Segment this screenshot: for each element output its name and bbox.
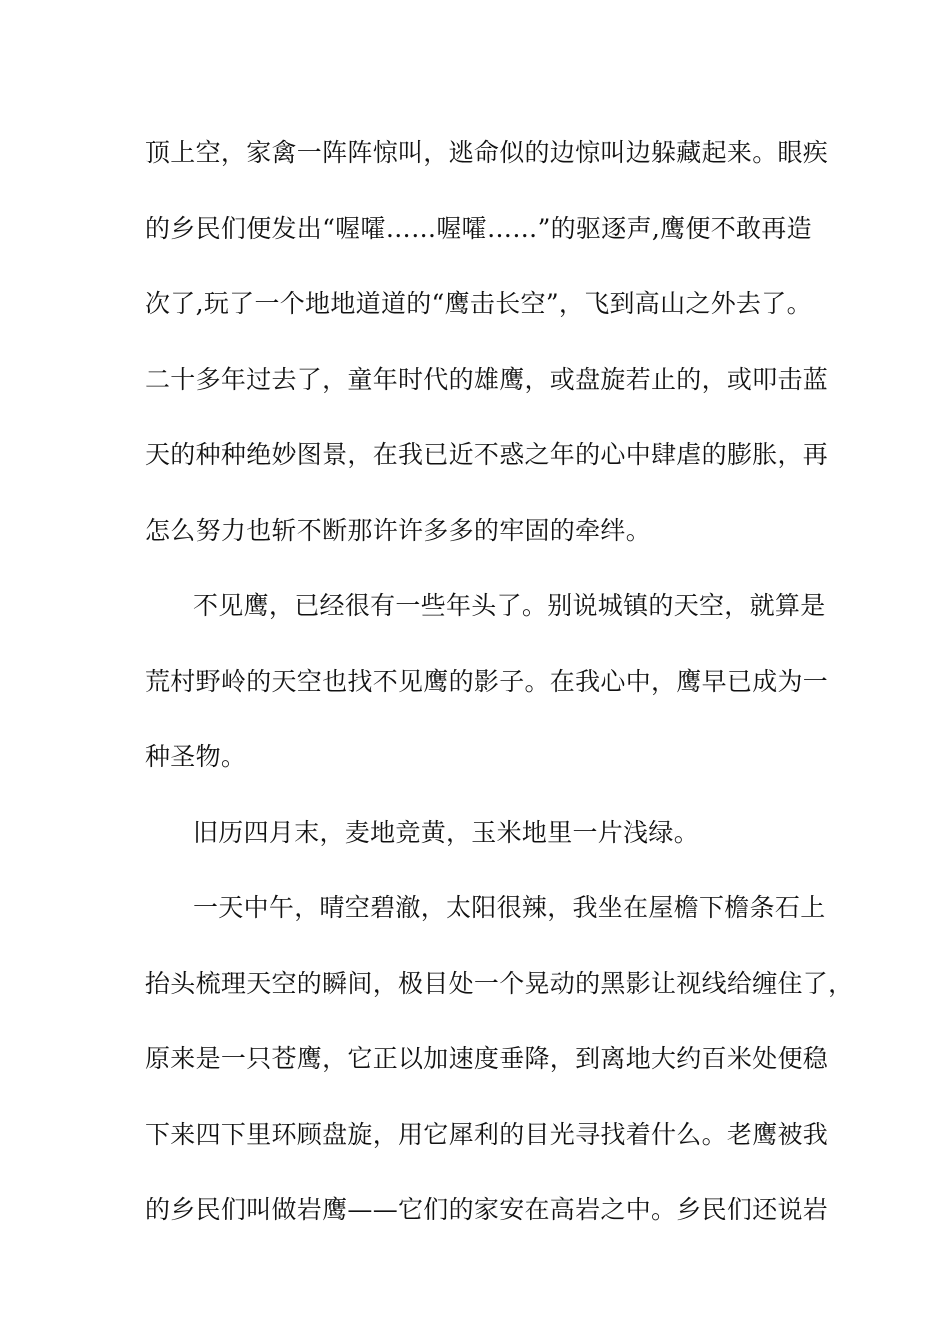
text-line: 种圣物。: [145, 742, 247, 771]
paragraph-first-line: 不见鹰，已经很有一些年头了。别说城镇的天空，就算是: [193, 591, 826, 620]
document-body: [145, 131, 854, 1264]
text-line: 的乡民们叫做岩鹰——它们的家安在高岩之中。乡民们还说岩: [145, 1195, 829, 1224]
paragraph-first-line: 一天中午，晴空碧澈，太阳很辣，我坐在屋檐下檐条石上: [193, 893, 826, 922]
text-line: 天的种种绝妙图景，在我已近不惑之年的心中肆虐的膨胀，再: [145, 440, 829, 469]
text-line: 的乡民们便发出“喔嚯……喔嚯……”的驱逐声,鹰便不敢再造: [145, 213, 812, 243]
text-line: 次了,玩了一个地地道道的“鹰击长空”，飞到高山之外去了。: [145, 289, 812, 318]
text-line: 顶上空，家禽一阵阵惊叫，逃命似的边惊叫边躲藏起来。眼疾: [145, 138, 829, 167]
text-line: 怎么努力也斩不断那许许多多的牢固的牵绊。: [145, 515, 652, 545]
text-line: 下来四下里环顾盘旋，用它犀利的目光寻找着什么。老鹰被我: [145, 1119, 829, 1149]
text-line: 抬头梳理天空的瞬间，极目处一个晃动的黑影让视线给缠住了，: [145, 968, 854, 998]
paragraph-first-line: 旧历四月末，麦地竞黄，玉米地里一片浅绿。: [193, 817, 700, 847]
text-line: 二十多年过去了，童年时代的雄鹰，或盘旋若止的，或叩击蓝: [145, 364, 829, 394]
text-line: 原来是一只苍鹰，它正以加速度垂降，到离地大约百米处便稳: [145, 1044, 829, 1073]
text-line: 荒村野岭的天空也找不见鹰的影子。在我心中，鹰早已成为一: [145, 666, 829, 696]
